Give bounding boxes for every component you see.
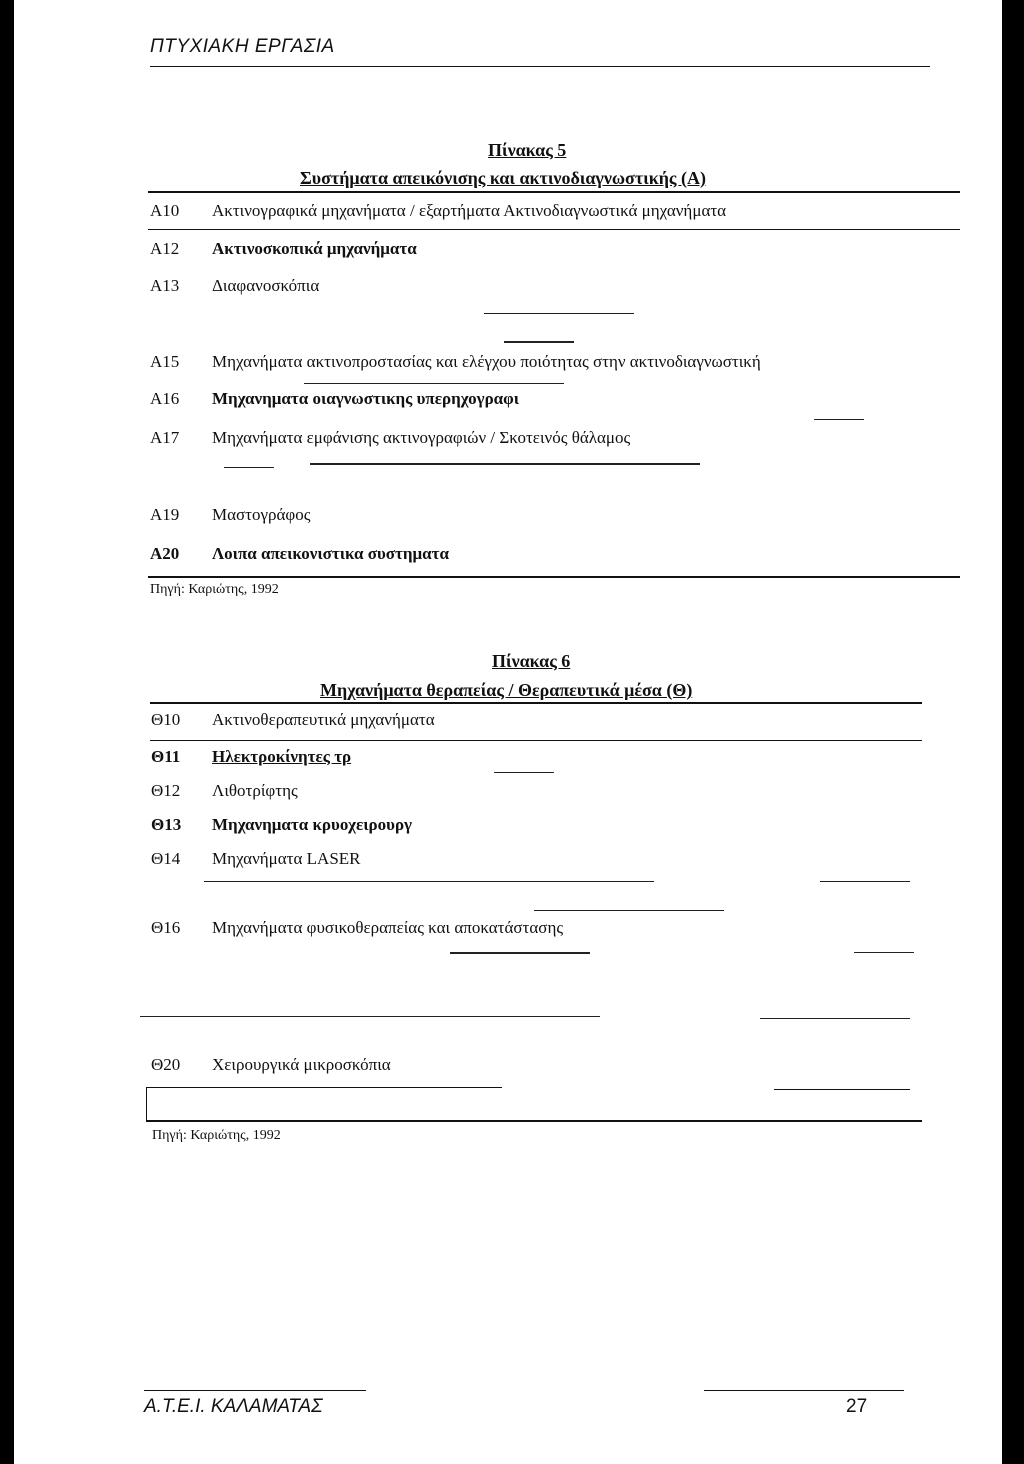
footer-rule-right [704,1390,904,1391]
header-rule [150,66,930,67]
table-6-row-code: Θ13 [151,815,182,834]
scan-smudge [304,383,564,384]
table-5-row-label: Μηχανήματα εμφάνισης ακτινογραφιών / Σκοτεινός θάλαμος [212,428,631,447]
table-5-source: Πηγή: Καριώτης, 1992 [150,582,279,597]
table-6-row-label: Μηχανήματα LASER [212,849,361,868]
table-5-number: Πίνακας 5 [488,140,567,160]
table-6-bottom-rule [146,1120,922,1122]
table-6-row-code: Θ10 [151,710,181,729]
table-6-source: Πηγή: Καριώτης, 1992 [152,1128,281,1143]
table-6-row-code: Θ20 [151,1055,181,1074]
table-5-row-label: Ακτινοσκοπικά μηχανήματα [212,239,417,258]
table-5-row-code: Α16 [150,389,180,408]
table-6-row-label: Χειρουργικά μικροσκόπια [212,1055,391,1074]
row-divider [146,1087,502,1088]
table-6-row-label: Μηχανηματα κρυοχειρουργ [212,815,413,834]
scan-smudge [224,467,274,468]
scan-smudge [494,772,554,773]
table-6-row-label: Ηλεκτροκίνητες τρ [212,747,352,766]
table-5-bottom-rule [148,576,960,578]
table-5-row-code: Α17 [150,428,180,447]
row-divider [148,229,960,230]
row-divider [150,740,922,741]
table-6-row-code: Θ14 [151,849,181,868]
footer-rule-left [144,1390,366,1391]
table-6-row-code: Θ16 [151,918,181,937]
table-5-row-code: Α20 [150,544,180,563]
scan-smudge [310,463,700,465]
scan-smudge [814,419,864,420]
table-6-row-label: Μηχανήματα φυσικοθεραπείας και αποκατάστασης [212,918,564,937]
table-5-row-code: Α12 [150,239,180,258]
table-5-caption: Συστήματα απεικόνισης και ακτινοδιαγνωστικής (Α) [300,168,707,188]
table-5-row-label: Μηχανηματα οιαγνωστικης υπερηχογραφι [212,389,520,408]
table-6-number: Πίνακας 6 [492,651,571,671]
table-5-row-label: Μηχανήματα ακτινοπροστασίας και ελέγχου ποιότητας στην ακτινοδιαγνωστική [212,352,761,371]
scan-smudge [504,341,574,343]
scan-smudge [484,313,634,314]
table-5-top-rule [148,191,960,193]
document-page [14,0,1002,1464]
table-5-row-label: Λοιπα απεικονιστικα συστηματα [212,544,449,563]
table-6-row-code: Θ11 [151,747,181,766]
scan-smudge [140,1016,600,1017]
scan-smudge [854,952,914,953]
table-6-caption: Μηχανήματα θεραπείας / Θεραπευτικά μέσα (Θ) [320,680,693,700]
page-number: 27 [846,1396,868,1417]
scan-smudge [204,881,654,882]
table-6-top-rule [150,702,922,704]
table-5-row-label: Ακτινογραφικά μηχανήματα / εξαρτήματα Ακτινοδιαγνωστικά μηχανήματα [212,201,727,220]
scan-smudge [534,910,724,911]
table-6-row-code: Θ12 [151,781,181,800]
table-5-row-label: Διαφανοσκόπια [212,276,320,295]
table-6-row-label: Ακτινοθεραπευτικά μηχανήματα [212,710,435,729]
table-6-row-label: Λιθοτρίφτης [212,781,298,800]
table-5-row-code: Α10 [150,201,180,220]
scan-smudge [820,881,910,882]
footer-institution: Α.Τ.Ε.Ι. ΚΑΛΑΜΑΤΑΣ [144,1396,323,1417]
row-divider [774,1089,910,1090]
scan-smudge [450,952,590,954]
table-5-row-code: Α13 [150,276,180,295]
table-5-row-code: Α19 [150,505,180,524]
table-6-left-edge [146,1087,147,1121]
table-5-row-label: Μαστογράφος [212,505,311,524]
running-header: ΠΤΥΧΙΑΚΗ ΕΡΓΑΣΙΑ [150,36,335,57]
table-5-row-code: Α15 [150,352,180,371]
scan-smudge [760,1018,910,1019]
